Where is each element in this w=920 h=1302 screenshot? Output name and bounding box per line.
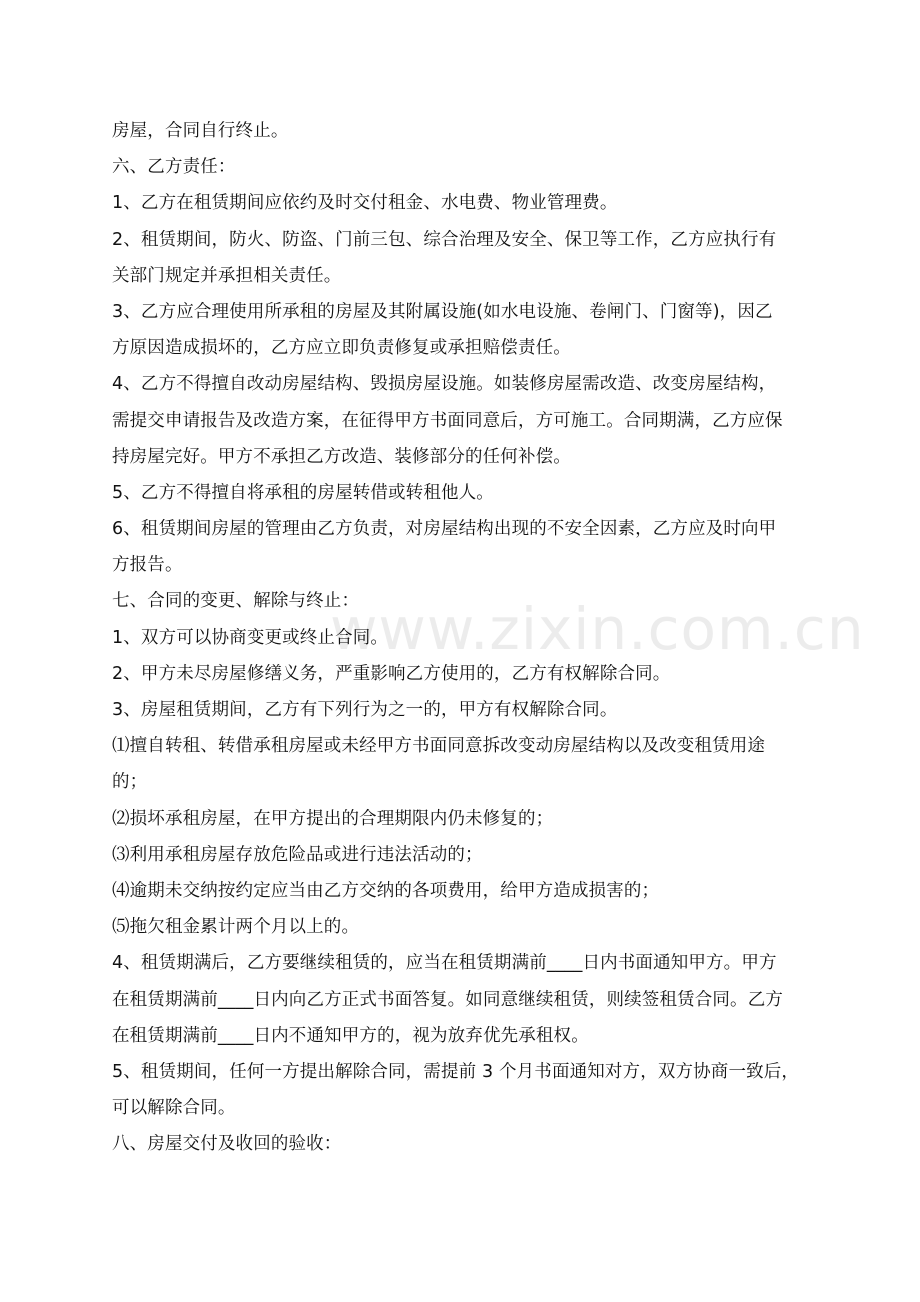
text-line: 在租赁期满前____日内不通知甲方的，视为放弃优先承租权。 xyxy=(112,1025,589,1046)
text-line: 持房屋完好。甲方不承担乙方改造、装修部分的任何补偿。 xyxy=(112,446,571,467)
text-line: 方报告。 xyxy=(112,555,183,576)
watermark: www.zixin.com.cn xyxy=(330,595,865,663)
text-line: 5、乙方不得擅自将承租的房屋转借或转租他人。 xyxy=(112,482,494,503)
text-line: 4、乙方不得擅自改动房屋结构、毁损房屋设施。如装修房屋需改造、改变房屋结构， xyxy=(112,374,777,395)
text-line: 1、乙方在租赁期间应依约及时交付租金、水电费、物业管理费。 xyxy=(112,193,618,214)
text-line: 在租赁期满前____日内向乙方正式书面答复。如同意继续租赁，则续签租赁合同。乙方 xyxy=(112,989,783,1010)
section-heading-8: 八、房屋交付及收回的验收： xyxy=(112,1134,342,1155)
text-line: 3、乙方应合理使用所承租的房屋及其附属设施(如水电设施、卷闸门、门窗等)，因乙 xyxy=(112,301,773,322)
text-line: 6、租赁期间房屋的管理由乙方负责，对房屋结构出现的不安全因素，乙方应及时向甲 xyxy=(112,519,777,540)
text-line: 2、甲方未尽房屋修缮义务，严重影响乙方使用的，乙方有权解除合同。 xyxy=(112,663,671,684)
text-line: 5、租赁期间，任何一方提出解除合同，需提前 3 个月书面通知对方，双方协商一致后， xyxy=(112,1061,800,1082)
text-line: ⑸拖欠租金累计两个月以上的。 xyxy=(112,917,360,938)
text-line: 关部门规定并承担相关责任。 xyxy=(112,265,342,286)
text-line: 1、双方可以协商变更或终止合同。 xyxy=(112,627,389,648)
text-line: 3、房屋租赁期间，乙方有下列行为之一的，甲方有权解除合同。 xyxy=(112,700,618,720)
text-line: 方原因造成损坏的，乙方应立即负责修复或承担赔偿责任。 xyxy=(112,338,571,359)
text-line: 的； xyxy=(112,772,148,793)
document-body xyxy=(112,113,824,1162)
section-heading-6: 六、乙方责任： xyxy=(112,157,236,178)
text-line: 需提交申请报告及改造方案，在征得甲方书面同意后，方可施工。合同期满，乙方应保 xyxy=(112,410,783,431)
text-line: ⑷逾期未交纳按约定应当由乙方交纳的各项费用，给甲方造成损害的； xyxy=(112,880,660,901)
text-line: 4、租赁期满后，乙方要继续租赁的，应当在租赁期满前____日内书面通知甲方。甲方 xyxy=(112,953,777,974)
text-line: ⑵损坏承租房屋，在甲方提出的合理期限内仍未修复的； xyxy=(112,808,554,829)
text-line: ⑴擅自转租、转借承租房屋或未经甲方书面同意拆改变动房屋结构以及改变租赁用途 xyxy=(112,736,766,757)
text-line: 可以解除合同。 xyxy=(112,1098,236,1119)
section-heading-7: 七、合同的变更、解除与终止： xyxy=(112,591,360,612)
text-line: 2、租赁期间，防火、防盗、门前三包、综合治理及安全、保卫等工作，乙方应执行有 xyxy=(112,229,777,250)
text-line: ⑶利用承租房屋存放危险品或进行违法活动的； xyxy=(112,844,483,865)
text-line: 房屋，合同自行终止。 xyxy=(112,121,289,141)
